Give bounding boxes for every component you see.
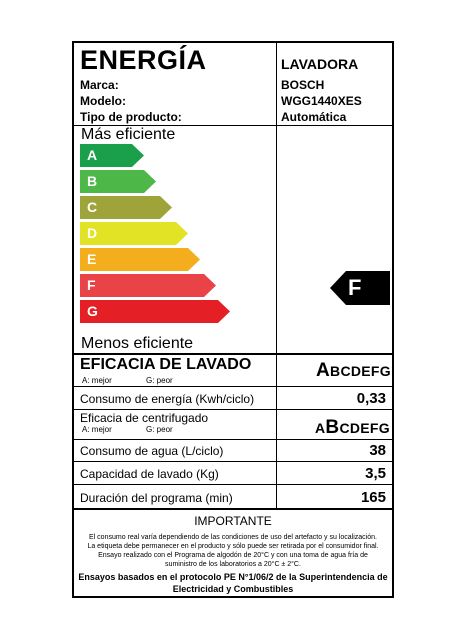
class-bar-f (80, 274, 216, 297)
product-type-label: Tipo de producto: (80, 110, 182, 124)
most-efficient-label: Más eficiente (81, 126, 176, 143)
protocol-line: Electricidad y Combustibles (172, 584, 294, 594)
class-letter-d: D (87, 225, 98, 241)
program-duration-value: 165 (360, 489, 386, 506)
class-letter-b: B (87, 173, 98, 189)
energy-label (72, 41, 394, 598)
important-note (78, 533, 388, 569)
class-bar-c (80, 196, 172, 219)
model-label: Modelo: (80, 94, 126, 108)
water-consumption-value: 38 (369, 442, 386, 459)
spin-worst-legend: G: peor (146, 425, 173, 434)
energy-consumption-label: Consumo de energía (Kwh/ciclo) (80, 392, 255, 406)
washing-capacity-label: Capacidad de lavado (Kg) (80, 467, 219, 481)
class-letter-g: G (87, 303, 98, 319)
spin-best-legend: A: mejor (82, 425, 112, 434)
class-bar-b (80, 170, 156, 193)
product-type-value: Automática (281, 110, 347, 124)
note-line: suministro de los laboratorios a 20°C ± 2°C. (165, 561, 301, 568)
spin-efficiency-scale (315, 417, 390, 439)
washing-scale-rest: BCDEFG (330, 363, 391, 379)
least-efficient-label: Menos eficiente (81, 335, 194, 352)
spin-scale-rest: CDEFG (339, 420, 390, 436)
program-duration-label: Duración del programa (min) (80, 491, 233, 505)
washing-efficiency-title: EFICACIA DE LAVADO (80, 356, 252, 373)
appliance-type: LAVADORA (281, 56, 359, 72)
washing-scale-rated: A (316, 360, 331, 381)
note-line: La etiqueta debe permanecer en el producto y sólo puede ser retirada por el consumidor final. (87, 543, 379, 550)
spin-scale-rated: B (325, 417, 340, 438)
energy-consumption-value: 0,33 (356, 390, 386, 407)
class-letter-f: F (87, 277, 96, 293)
class-bar-a (80, 144, 144, 167)
brand-value: BOSCH (281, 78, 325, 92)
washing-capacity-value: 3,5 (365, 465, 386, 482)
important-title: IMPORTANTE (194, 514, 272, 528)
label-title: ENERGÍA (80, 45, 207, 75)
model-value: WGG1440XES (281, 94, 362, 108)
washing-best-legend: A: mejor (82, 376, 112, 385)
protocol-note (78, 571, 388, 595)
washing-worst-legend: G: peor (146, 376, 173, 385)
class-bar-d (80, 222, 188, 245)
brand-label: Marca: (80, 78, 119, 92)
water-consumption-label: Consumo de agua (L/ciclo) (80, 444, 224, 458)
class-letter-a: A (87, 147, 98, 163)
washing-efficiency-scale (316, 360, 391, 382)
spin-efficiency-label: Eficacia de centrifugado (80, 411, 209, 425)
class-letter-e: E (87, 251, 97, 267)
protocol-line: Ensayos basados en el protocolo PE N°1/06/2 de la Superintendencia de (78, 572, 388, 582)
rating-letter: F (348, 275, 362, 300)
note-line: Ensayo realizado con el Programa de algodón de 20°C y con una toma de agua fría de (98, 552, 368, 559)
spin-scale-pre: A (315, 420, 326, 436)
note-line: El consumo real varía dependiendo de las condiciones de uso del artefacto y su localización. (89, 534, 377, 541)
class-letter-c: C (87, 199, 98, 215)
class-bar-g (80, 300, 230, 323)
class-bar-e (80, 248, 200, 271)
rating-arrow (330, 271, 390, 305)
